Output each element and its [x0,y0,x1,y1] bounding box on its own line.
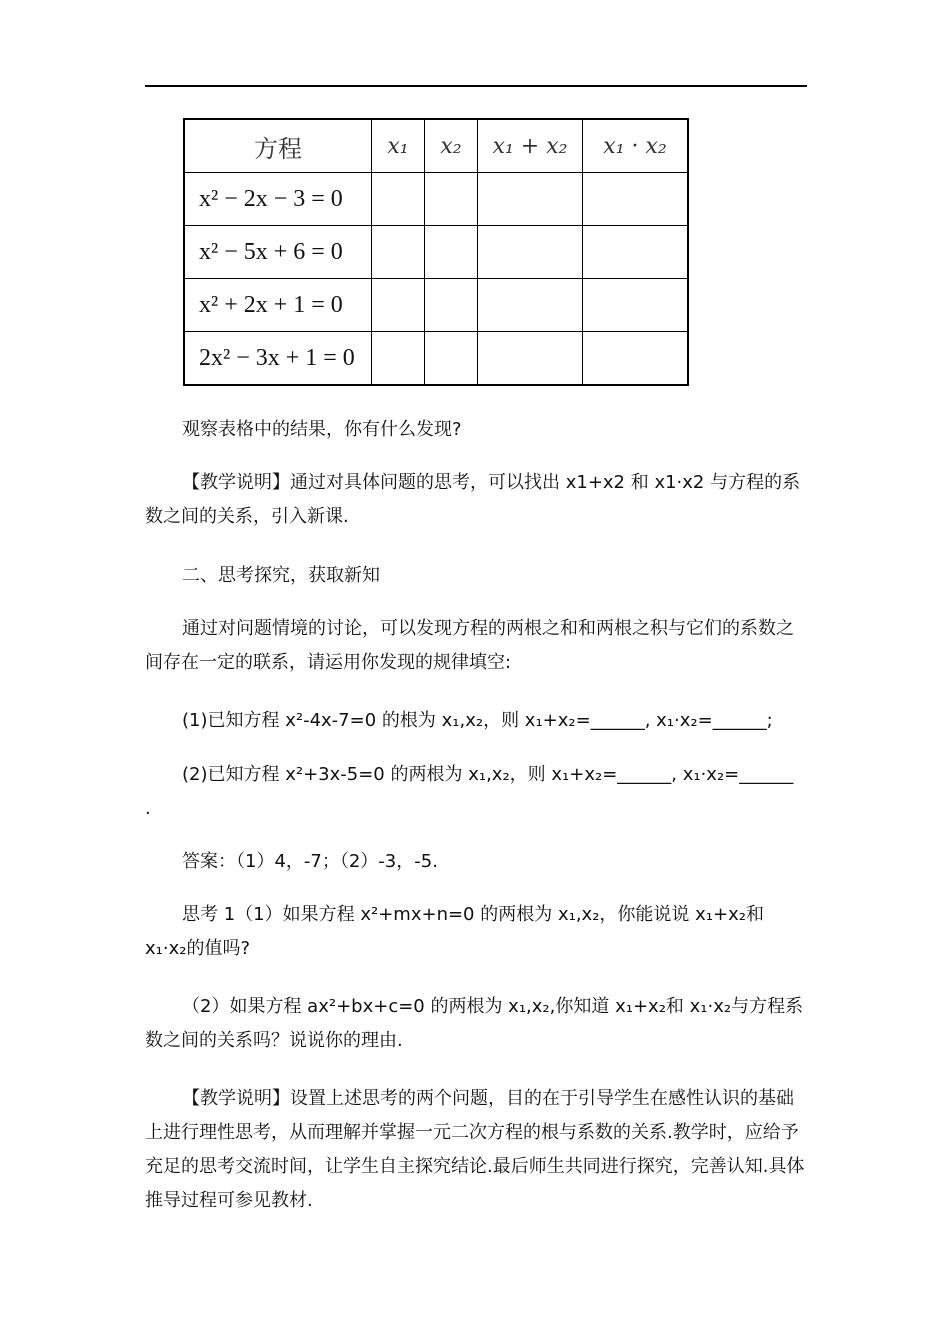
section-heading: 二、思考探究，获取新知 [182,565,380,586]
intro-paragraph: 通过对问题情境的讨论，可以发现方程的两根之和和两根之积与它们的系数之间存在一定的联系，请运用你发现的规律填空: [145,618,794,673]
equation-cell: x² − 2x − 3 = 0 [184,173,372,226]
header-product: x₁ · x₂ [583,119,689,173]
empty-cell [372,279,425,332]
header-x2: x₂ [425,119,478,173]
fill-question-2: (2)已知方程 x²+3x-5=0 的两根为 x₁,x₂，则 x₁+x₂=______, x₁·x₂=______ [182,764,794,785]
equation-cell: x² + 2x + 1 = 0 [184,279,372,332]
header-x1: x₁ [372,119,425,173]
header-rule [145,85,807,87]
empty-cell [478,279,583,332]
header-equation: 方程 [184,119,372,173]
teaching-note-2: 【教学说明】设置上述思考的两个问题，目的在于引导学生在感性认识的基础上进行理性思考，从而理解并掌握一元二次方程的根与系数的关系.教学时，应给予充足的思考交流时间，让学生自主探究结论.最后师生共同进行探究，完善认知.具体推导过程可参见教材. [145,1088,805,1211]
table-header-row [184,119,688,173]
empty-cell [372,332,425,386]
teaching-note-1: 【教学说明】通过对具体问题的思考，可以找出 x1+x2 和 x1·x2 与方程的系数之间的关系，引入新课. [145,472,801,527]
empty-cell [583,226,689,279]
empty-cell [478,332,583,386]
empty-cell [478,226,583,279]
equation-table [183,118,689,386]
equation-cell: x² − 5x + 6 = 0 [184,226,372,279]
empty-cell [583,173,689,226]
empty-cell [478,173,583,226]
answer: 答案：（1）4，-7；（2）-3，-5. [182,851,438,872]
table-row [184,279,688,332]
header-sum: x₁ + x₂ [478,119,583,173]
empty-cell [372,173,425,226]
fill-question-1: (1)已知方程 x²-4x-7=0 的根为 x₁,x₂，则 x₁+x₂=______, x₁·x₂=______; [182,710,773,731]
table-row [184,332,688,386]
empty-cell [583,279,689,332]
empty-cell [425,279,478,332]
empty-cell [425,332,478,386]
empty-cell [583,332,689,386]
empty-cell [425,173,478,226]
observe-question: 观察表格中的结果，你有什么发现? [182,419,462,440]
think-1b: （2）如果方程 ax²+bx+c=0 的两根为 x₁,x₂,你知道 x₁+x₂和 x₁·x₂与方程系数之间的关系吗？说说你的理由. [145,996,804,1051]
equation-cell: 2x² − 3x + 1 = 0 [184,332,372,386]
empty-cell [372,226,425,279]
question-2-end: . [145,798,151,819]
table-row [184,173,688,226]
think-1a: 思考 1（1）如果方程 x²+mx+n=0 的两根为 x₁,x₂，你能说说 x₁+x₂和 x₁·x₂的值吗? [145,904,764,959]
empty-cell [425,226,478,279]
table-row [184,226,688,279]
